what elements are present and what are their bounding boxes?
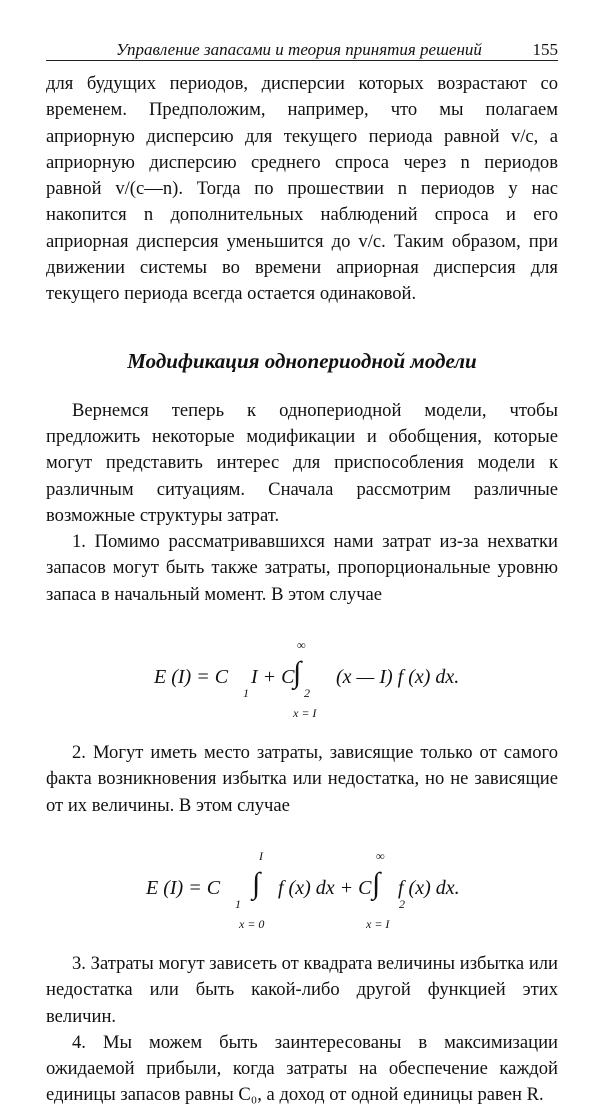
- formula-1-integrand: (x — I) f (x) dx.: [336, 666, 460, 689]
- formula-1: [46, 630, 558, 724]
- page-body: [46, 71, 558, 1109]
- formula-2-integral1-upper: I: [259, 848, 263, 863]
- formula-1-integral-sign: ∫: [293, 656, 302, 690]
- page-number: 155: [532, 40, 558, 59]
- formula-2-sub1: 1: [235, 896, 241, 911]
- formula-1-lhs: E (I) = C: [154, 666, 229, 689]
- formula-2-integrand2: f (x) dx.: [398, 876, 460, 899]
- paragraph-continuation: для будущих периодов, дисперсии которых возрастают со временем. Предположим, например, что мы полагаем априорную дисперсию для текущего периода равной v/c, а априорную дисперсию среднего спроса через n периодов равной v/(c—n). Тогда по прошествии n периодов у нас накопится n дополнительных наблюдений спроса и его априорная дисперсия уменьшится до v/c. Таким образом, при движении системы во времени априорная дисперсия для текущего периода всегда остается одинаковой.: [46, 73, 558, 305]
- paragraph-item-3: 3. Затраты могут зависеть от квадрата величины избытка или недостатка или быть какой-либо другой функцией этих величин.: [46, 952, 558, 1027]
- running-header: [46, 38, 558, 61]
- paragraph-item-4: 4. Мы можем быть заинтересованы в максимизации ожидаемой прибыли, когда затраты на обеспечение каждой единицы запасов равны C₀, а доход от одной единицы равен R.: [46, 1031, 558, 1106]
- formula-2-integral1-lower: x = 0: [239, 916, 265, 931]
- running-title: Управление запасами и теория принятия решений: [116, 40, 482, 59]
- paragraph-item-1: 1. Помимо рассматривавшихся нами затрат из-за нехватки запасов могут быть также затраты, пропорциональные уровню запаса в начальный момент. В этом случае: [46, 531, 558, 605]
- section-title: Модификация однопериодной модели: [127, 348, 477, 373]
- formula-1-term1: I + C: [251, 666, 295, 689]
- formula-2-integral2-sign: ∫: [372, 866, 381, 900]
- formula-2-integral2-lower: x = I: [366, 916, 390, 931]
- formula-2-integrand1: f (x) dx + C: [278, 876, 372, 899]
- formula-1-integral-upper: ∞: [297, 638, 306, 653]
- formula-2-sub2: 2: [399, 896, 405, 911]
- formula-2: [46, 841, 558, 935]
- paragraph-intro: Вернемся теперь к однопериодной модели, чтобы предложить некоторые модификации и обобщения, которые могут представить интерес для приспособления модели к различным ситуациям. Сначала рассмотрим различные возможные структуры затрат.: [46, 399, 558, 526]
- formula-2-integral2-upper: ∞: [376, 848, 385, 863]
- formula-1-sub2: 2: [304, 686, 310, 701]
- paragraph-item-2: 2. Могут иметь место затраты, зависящие только от самого факта возникновения избытка или недостатка, но не зависящие от их величины. В этом случае: [46, 742, 558, 816]
- formula-1-sub1: 1: [243, 686, 249, 701]
- formula-2-lhs: E (I) = C: [146, 876, 221, 899]
- formula-2-integral1-sign: ∫: [252, 866, 261, 900]
- formula-1-integral-lower: x = I: [293, 706, 317, 721]
